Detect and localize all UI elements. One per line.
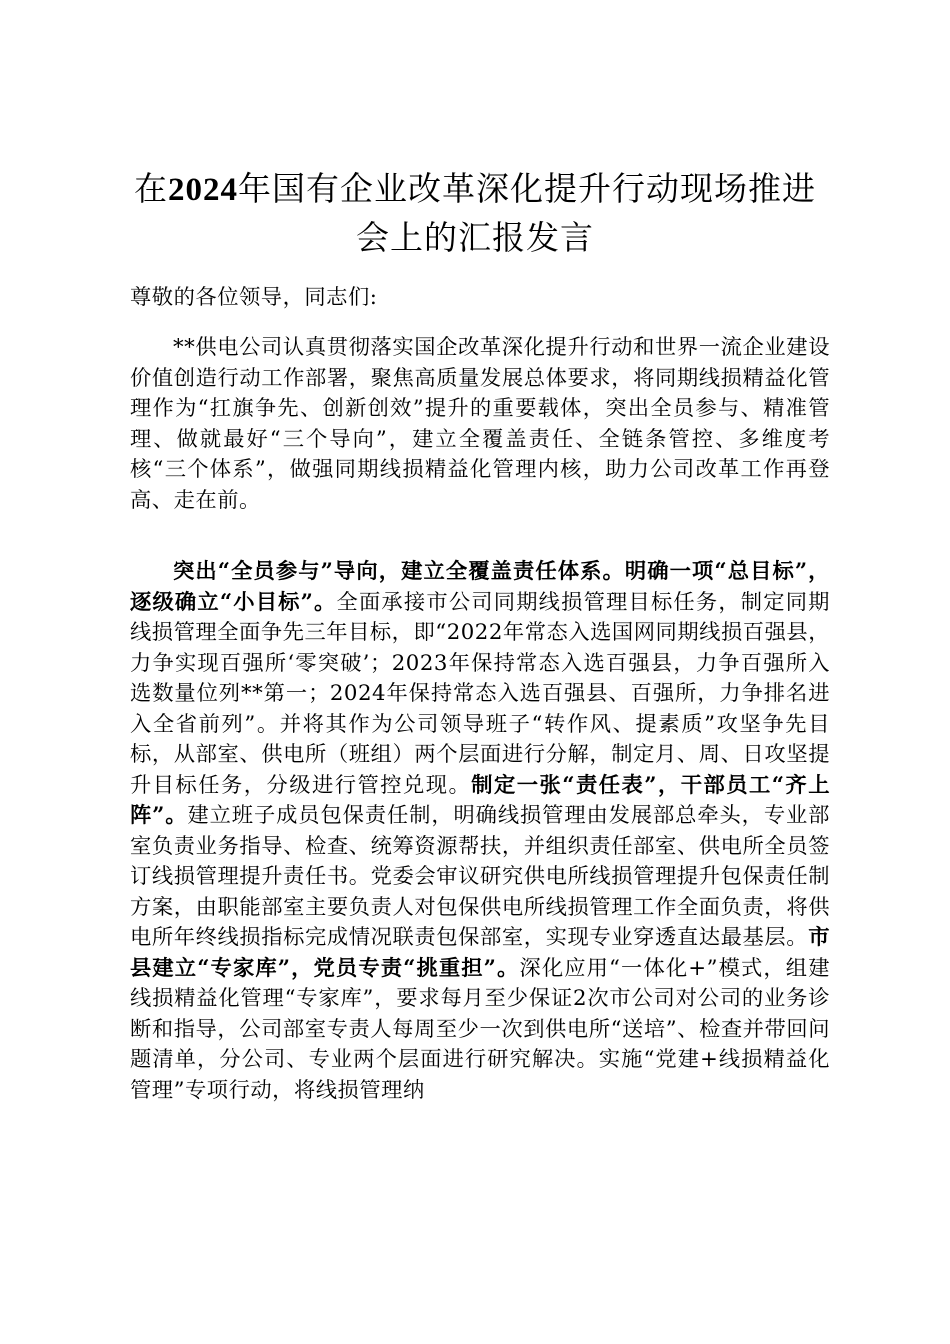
title-year: 2024 (168, 172, 238, 208)
section-heading: 突出“全员参与”导向，建立全覆盖责任体系。 (173, 559, 625, 584)
intro-paragraph: **供电公司认真贯彻落实国企改革深化提升行动和世界一流企业建设价值创造行动工作部署，聚焦高质量发展总体要求，将同期线损精益化管理作为“扛旗争先、创新创效”提升的重要载体，突出全员参与、精准管理、做就最好“三个导向”，建立全覆盖责任、全链条管控、多维度考核“三个体系”，做强同期线损精益化管理内核，助力公司改革工作再登高、走在前。 (130, 335, 830, 513)
goal-text: 全面承接市公司同期线损管理目标任务，制定同期线损管理全面争先三年目标，即“2022年常态入选国网同期线损百强县，力争实现百强所‘零突破’；2023年保持常态入选百强县，力争百强所入选数量位列**第一；2024年保持常态入选百强县、百强所，力争排名进入全省前列”。并将其作为公司领导班子“转作风、提素质”攻坚争先目标，从部室、供电所（班组）两个层面进行分解，制定月、周、日攻坚提升目标任务，分级进行管控兑现。 (130, 589, 830, 798)
title-rest: 年国有企业改革深化提升行动现场推进会上的汇报发言 (238, 169, 816, 257)
subheading-responsibility: 制定一张“责任表”，干部员工“齐上阵”。 (130, 772, 830, 828)
subheading-goal: 明确一项“总目标”，逐级确立“小目标”。 (130, 559, 830, 615)
responsibility-text: 建立班子成员包保责任制，明确线损管理由发展部总牵头，专业部室负责业务指导、检查、统筹资源帮扶，并组织责任部室、供电所全员签订线损管理提升责任书。党委会审议研究供电所线损管理提升包保责任制方案，由职能部室主要负责人对包保供电所线损管理工作全面负责，将供电所年终线损指标完成情况联责包保部室，实现专业穿透直达最基层。 (130, 803, 830, 950)
subheading-experts: 市县建立“专家库”，党员专责“挑重担”。 (130, 925, 830, 981)
salutation: 尊敬的各位领导，同志们: (130, 285, 378, 310)
title-prefix: 在 (134, 169, 168, 208)
document-title (120, 165, 830, 262)
section-paragraph (130, 557, 830, 1106)
experts-text: 深化应用“一体化+”模式，组建线损精益化管理“专家库”，要求每月至少保证2次市公司对公司的业务诊断和指导，公司部室专责人每周至少一次到供电所“送培”、检查并带回问题清单，分公司、专业两个层面进行研究解决。实施“党建+线损精益化管理”专项行动，将线损管理纳 (130, 955, 830, 1103)
